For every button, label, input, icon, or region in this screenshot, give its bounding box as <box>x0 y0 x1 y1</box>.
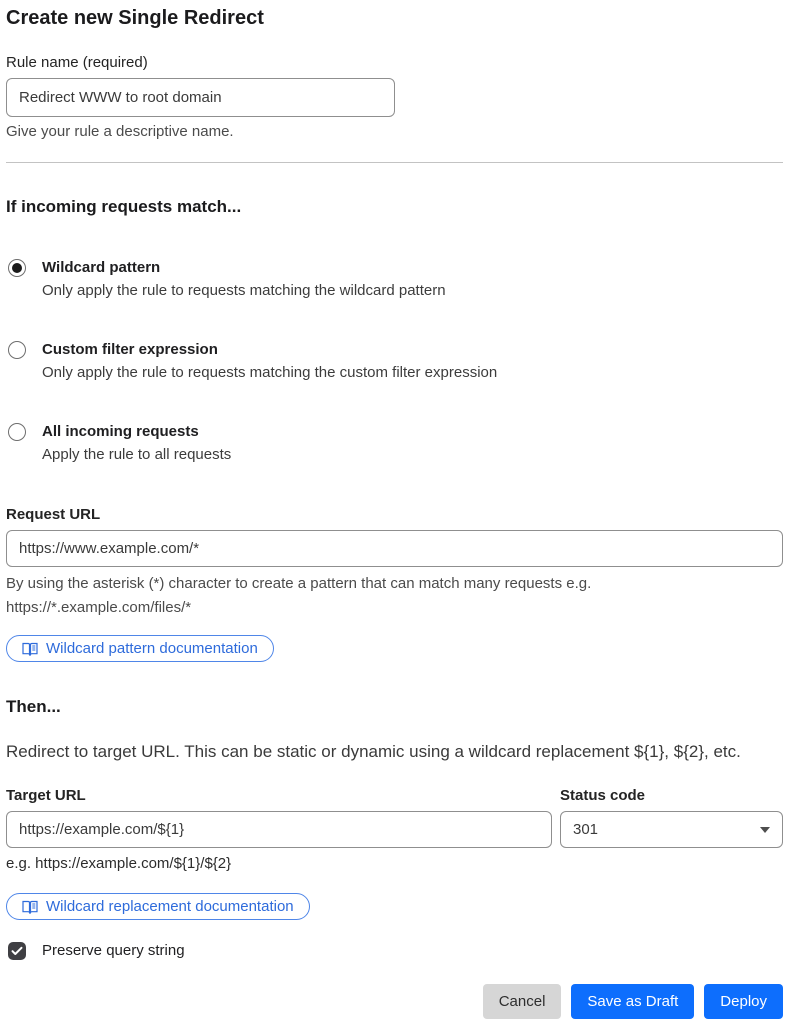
rule-name-label: Rule name (required) <box>6 54 148 71</box>
page-title: Create new Single Redirect <box>6 7 264 29</box>
radio-description: Only apply the rule to requests matching the custom filter expression <box>42 364 498 381</box>
radio-label: All incoming requests <box>42 423 199 440</box>
preserve-query-checkbox[interactable] <box>8 942 26 960</box>
rule-name-help: Give your rule a descriptive name. <box>6 123 234 140</box>
book-open-icon <box>22 642 38 656</box>
wildcard-pattern-doc-button[interactable] <box>6 635 274 662</box>
section-divider <box>6 162 783 163</box>
cancel-button[interactable]: Cancel <box>483 984 562 1019</box>
doc-button-label: Wildcard pattern documentation <box>46 640 258 657</box>
wildcard-replacement-doc-button[interactable] <box>6 893 310 920</box>
check-icon <box>11 946 23 956</box>
status-code-value: 301 <box>573 821 599 838</box>
radio-description: Only apply the rule to requests matching the wildcard pattern <box>42 282 446 299</box>
radio-label: Custom filter expression <box>42 341 218 358</box>
status-code-select[interactable] <box>560 811 783 848</box>
request-url-label: Request URL <box>6 506 101 523</box>
radio-option-all-requests[interactable] <box>6 422 783 465</box>
radio-option-wildcard-pattern[interactable] <box>6 258 783 301</box>
radio-button-custom-filter[interactable] <box>8 341 26 359</box>
radio-option-custom-filter[interactable] <box>6 340 783 383</box>
rule-name-input[interactable] <box>6 78 395 117</box>
match-section-heading: If incoming requests match... <box>6 197 242 216</box>
radio-button-all-requests[interactable] <box>8 423 26 441</box>
deploy-button[interactable]: Deploy <box>704 984 783 1019</box>
target-url-help: e.g. https://example.com/${1}/${2} <box>6 855 232 872</box>
doc-button-label: Wildcard replacement documentation <box>46 898 294 915</box>
book-open-icon <box>22 900 38 914</box>
request-url-help: By using the asterisk (*) character to create a pattern that can match many requests e.g. https://*.example.com/files/* <box>6 575 592 616</box>
radio-label: Wildcard pattern <box>42 259 161 276</box>
preserve-query-label: Preserve query string <box>42 942 185 959</box>
footer-actions <box>6 984 783 1019</box>
then-section-heading: Then... <box>6 697 61 716</box>
caret-down-icon <box>760 827 770 833</box>
then-description: Redirect to target URL. This can be static or dynamic using a wildcard replacement ${1}, ${2}, etc. <box>6 742 741 761</box>
request-url-input[interactable] <box>6 530 783 567</box>
radio-button-wildcard-pattern[interactable] <box>8 259 26 277</box>
radio-description: Apply the rule to all requests <box>42 446 232 463</box>
status-code-label: Status code <box>560 787 646 804</box>
target-url-input[interactable] <box>6 811 552 848</box>
preserve-query-row[interactable] <box>6 941 783 961</box>
target-url-label: Target URL <box>6 787 86 804</box>
save-as-draft-button[interactable]: Save as Draft <box>571 984 694 1019</box>
